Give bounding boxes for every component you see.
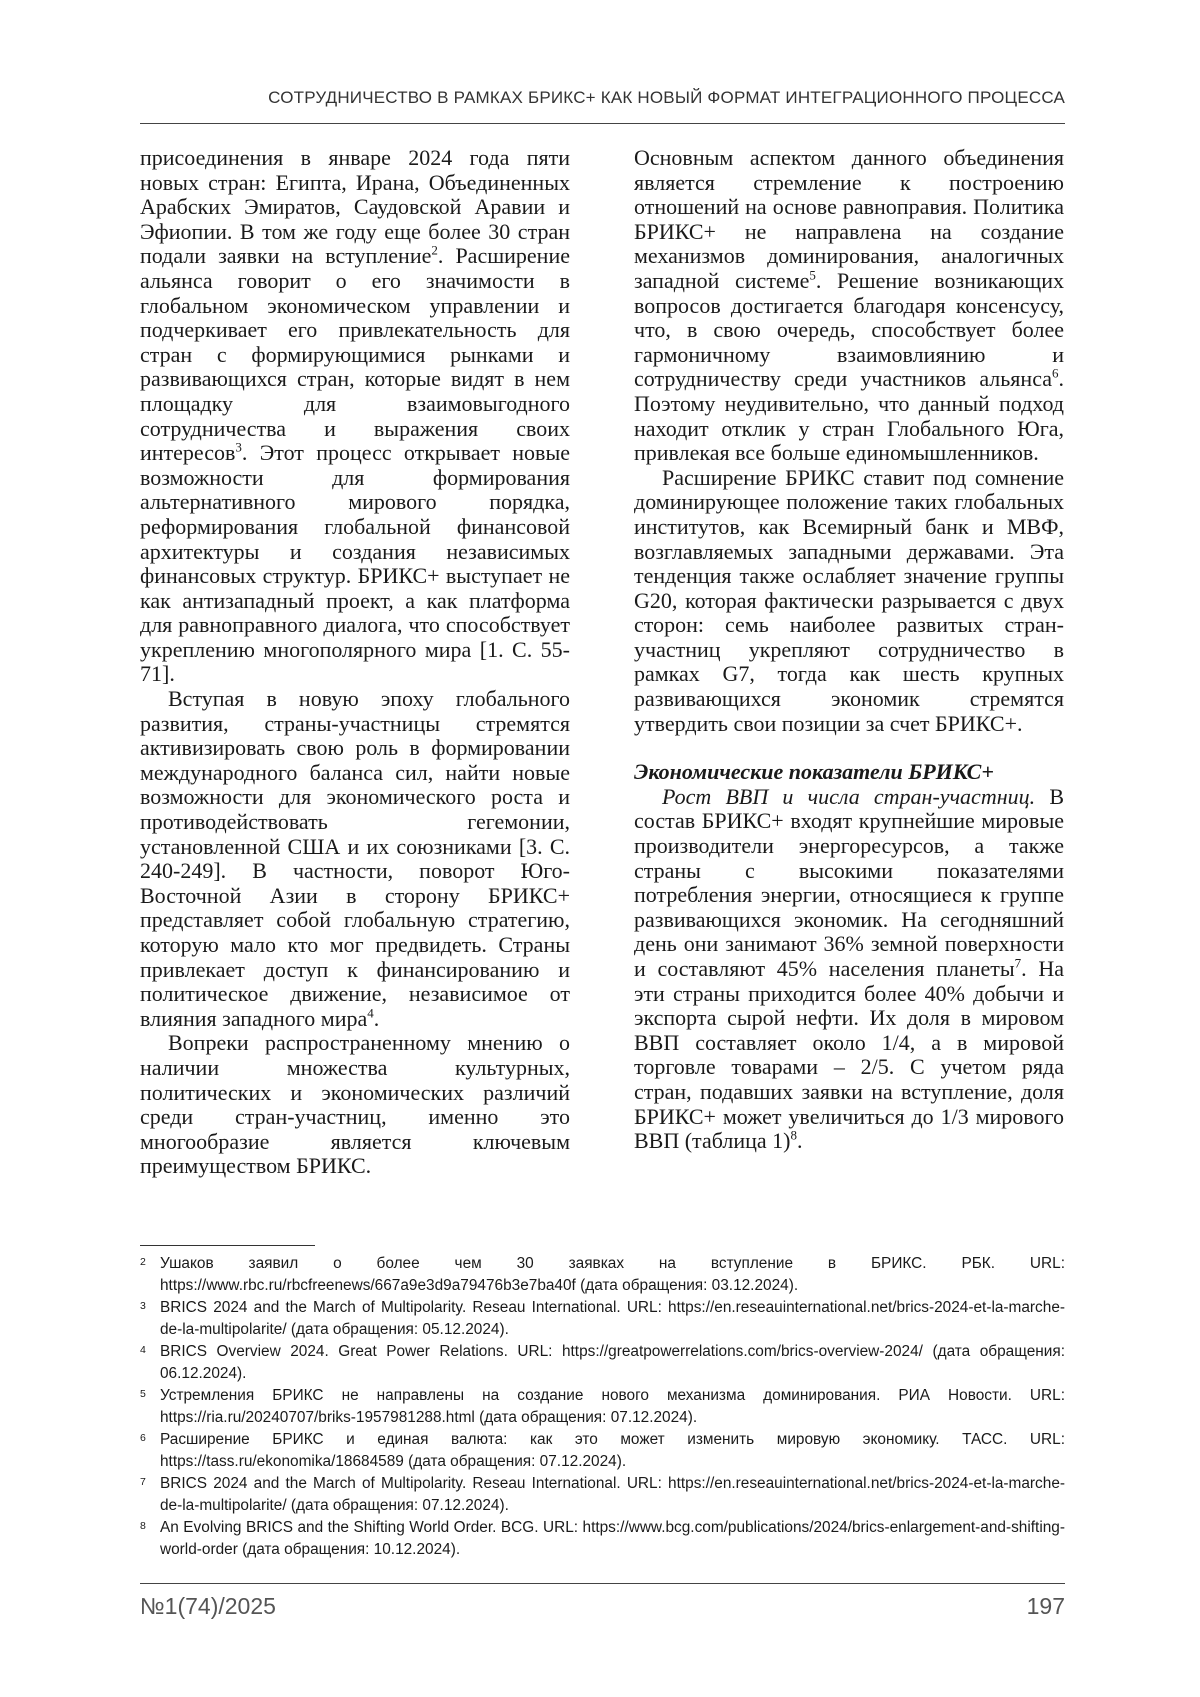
footnote (140, 1341, 1065, 1385)
footnote-number: 5 (140, 1388, 146, 1400)
footnote (140, 1473, 1065, 1517)
footnote (140, 1517, 1065, 1561)
issue-number: №1(74)/2025 (140, 1593, 276, 1619)
footnote-ref[interactable]: 5 (809, 267, 816, 283)
footnote-rule (140, 1245, 315, 1246)
footnote-number: 2 (140, 1256, 146, 1268)
section-heading: Экономические показатели БРИКС+ (634, 759, 994, 785)
footnote-text: Устремления БРИКС не направлены на создание нового механизма доминирования. РИА Новости. URL: https://ria.ru/20240707/briks-1957981288.html (дата обращения: 07.12.2024). (160, 1387, 1065, 1426)
spacer (634, 736, 1064, 760)
footnote-ref[interactable]: 7 (1014, 955, 1022, 971)
footnote-number: 3 (140, 1300, 146, 1312)
footnote-text: Расширение БРИКС и единая валюта: как это может изменить мировую экономику. ТАСС. URL: https://tass.ru/ekonomika/18684589 (дата обращения: 07.12.2024). (160, 1431, 1065, 1470)
footnote (140, 1297, 1065, 1341)
footnote-text: Ушаков заявил о более чем 30 заявках на вступление в БРИКС. РБК. URL: https://www.rbc.ru/rbcfreenews/667a9e3d9a79476b3e7ba40f (дата обращения: 03.12.2024). (160, 1255, 1065, 1294)
running-title: СОТРУДНИЧЕСТВО В РАМКАХ БРИКС+ КАК НОВЫЙ ФОРМАТ ИНТЕГРАЦИОННОГО ПРОЦЕССА (268, 88, 1065, 107)
paragraph: присоединения в январе 2024 года пяти новых стран: Египта, Ирана, Объединенных Арабских Эмиратов, Саудовской Аравии и Эфиопии. В том же году еще более 30 стран подали заявки на вступление$^2$. Расширение альянса говорит о его значимости в глобальном экономическом управлении и подчеркивает его привлекательность для стран с формирующимися рынками и развивающихся стран, которые видят в нем площадку для взаимовыгодного сотрудничества и выражения своих интересов$^3$. Этот процесс открывает новые возможности для формирования альтернативного мирового порядка, реформирования глобальной финансовой архитектуры и создания независимых финансовых структур. БРИКС+ выступает не как антизападный проект, а как платформа для равноправного диалога, что способствует укреплению многополярного мира [1. С. 55-71]. (140, 145, 570, 687)
footnote-number: 4 (140, 1344, 146, 1356)
left-column (140, 146, 570, 1179)
paragraph: Расширение БРИКС ставит под сомнение доминирующее положение таких глобальных институтов, как Всемирный банк и МВФ, возглавляемых западными державами. Эта тенденция также ослабляет значение группы G20, которая фактически разрывается с двух сторон: семь наиболее развитых стран-участниц укрепляют сотрудничество в рамках G7, тогда как шесть крупных развивающихся экономик стремятся утвердить свои позиции за счет БРИКС+. (634, 464, 1064, 736)
page-number: 197 (1026, 1593, 1065, 1619)
footnote-text: BRICS 2024 and the March of Multipolarity. Reseau International. URL: https://en.reseauinternational.net/brics-2024-et-la-marche-de-la-multipolarite/ (дата обращения: 07.12.2024). (160, 1475, 1065, 1514)
header-rule (140, 123, 1065, 124)
paragraph: Вопреки распространенному мнению о наличии множества культурных, политических и экономических различий среди стран-участниц, именно это многообразие является ключевым преимуществом БРИКС. (140, 1030, 570, 1179)
paragraph: Основным аспектом данного объединения является стремление к построению отношений на основе равноправия. Политика БРИКС+ не направлена на создание механизмов доминирования, аналогичных западной системе$^5$. Решение возникающих вопросов достигается благодаря консенсусу, что, в свою очередь, способствует более гармоничному взаимовлиянию и сотрудничеству среди участников альянса$^6$. Поэтому неудивительно, что данный подход находит отклик у стран Глобального Юга, привлекая все больше единомышленников. (634, 145, 1064, 466)
footnote-text: An Evolving BRICS and the Shifting World Order. BCG. URL: https://www.bcg.com/publications/2024/brics-enlargement-and-shifting-world-order (дата обращения: 10.12.2024). (160, 1519, 1065, 1558)
footnotes (140, 1253, 1065, 1561)
footnote (140, 1253, 1065, 1297)
footer-rule (140, 1583, 1065, 1584)
footnote (140, 1429, 1065, 1473)
footnote-ref[interactable]: 4 (367, 1005, 374, 1021)
right-column (634, 146, 1064, 1154)
run-in-heading: Рост ВВП и числа стран-участниц. (662, 783, 1036, 809)
footnote-ref[interactable]: 6 (1052, 366, 1059, 382)
paragraph: Вступая в новую эпоху глобального развития, страны-участницы стремятся активизировать свою роль в формировании международного баланса сил, найти новые возможности для экономического роста и противодействовать гегемонии, установленной США и их союзниками [3. С. 240-249]. В частности, поворот Юго-Восточной Азии в сторону БРИКС+ представляет собой глобальную стратегию, которую мало кто мог предвидеть. Страны привлекает доступ к финансированию и политическое движение, независимое от влияния западного мира$^4$. (140, 686, 570, 1031)
paragraph: Рост ВВП и числа стран-участниц. В состав БРИКС+ входят крупнейшие мировые производители энергоресурсов, а также страны с высокими показателями потребления энергии, относящиеся к группе развивающихся экономик. На сегодняшний день они занимают 36% земной поверхности и составляют 45% населения планеты$^7$. На эти страны приходится более 40% добычи и экспорта сырой нефти. Их доля в мировом ВВП составляет около 1/4, а в мировой торговле товарами – 2/5. С учетом ряда стран, подавших заявки на вступление, доля БРИКС+ может увеличиться до 1/3 мирового ВВП (таблица 1)$^8$. (634, 783, 1064, 1154)
footnote-ref[interactable]: 2 (431, 243, 438, 259)
footnote-number: 7 (140, 1476, 146, 1488)
footnote-text: BRICS Overview 2024. Great Power Relations. URL: https://greatpowerrelations.com/brics-overview-2024/ (дата обращения: 06.12.2024). (160, 1343, 1065, 1382)
footnote-ref[interactable]: 3 (235, 439, 242, 455)
footnote-number: 8 (140, 1520, 146, 1532)
footnote (140, 1385, 1065, 1429)
footnote-text: BRICS 2024 and the March of Multipolarity. Reseau International. URL: https://en.reseauinternational.net/brics-2024-et-la-marche-de-la-multipolarite/ (дата обращения: 05.12.2024). (160, 1299, 1065, 1338)
footnote-number: 6 (140, 1432, 146, 1444)
footnote-ref[interactable]: 8 (790, 1127, 797, 1143)
